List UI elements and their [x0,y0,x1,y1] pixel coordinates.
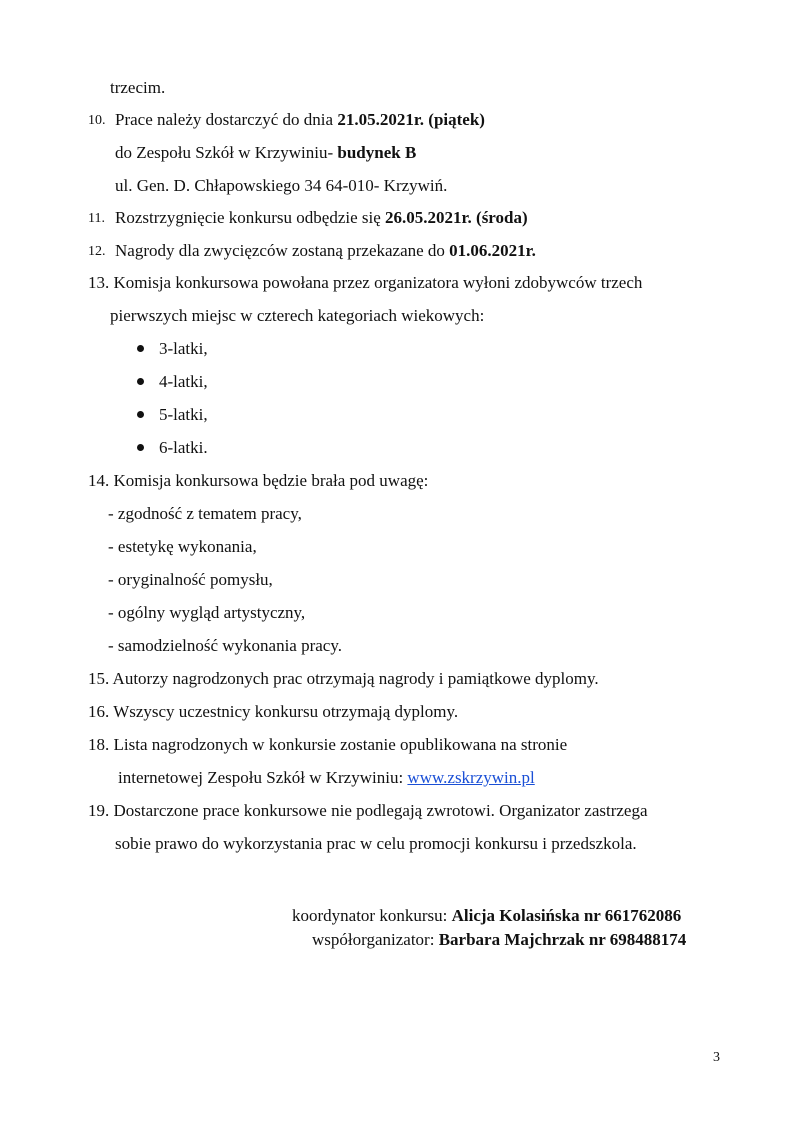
item-10-line-1 [115,110,485,130]
item-18-line-2 [118,768,535,788]
item-16-line: 16. Wszyscy uczestnicy konkursu otrzymają dyplomy. [88,702,459,721]
item-10-deadline: 21.05.2021r. (piątek) [337,110,485,129]
item-10-text: Prace należy dostarczyć do dnia [115,110,338,129]
continuation-text: trzecim. [110,78,166,97]
item-10-number: 10. [88,113,106,128]
item-10-building: budynek B [337,143,417,162]
page-number: 3 [713,1050,720,1065]
criteria-item: - oryginalność pomysłu, [108,570,273,589]
item-18-text: internetowej Zespołu Szkół w Krzywiniu: [118,768,408,787]
item-11-date: 26.05.2021r. (środa) [385,208,528,227]
item-11-line [115,208,528,228]
criteria-item: - samodzielność wykonania pracy. [108,636,342,655]
criteria-item: - zgodność z tematem pracy, [108,504,302,523]
item-13-line-2: pierwszych miejsc w czterech kategoriach wiekowych: [110,306,485,325]
item-14-line-1: 14. Komisja konkursowa będzie brała pod uwagę: [88,471,429,490]
item-18-line-1: 18. Lista nagrodzonych w konkursie zostanie opublikowana na stronie [88,735,568,754]
item-12-date: 01.06.2021r. [449,241,536,260]
criteria-item: - ogólny wygląd artystyczny, [108,603,306,622]
coordinator-name: Alicja Kolasińska nr 661762086 [451,906,682,925]
item-10-line-2 [115,143,416,163]
coordinator-label: koordynator konkursu: [292,906,452,925]
item-12-text: Nagrody dla zwycięzców zostaną przekazane do [115,241,450,260]
coorganizer-name: Barbara Majchrzak nr 698488174 [438,930,687,949]
item-19-line-2: sobie prawo do wykorzystania prac w celu promocji konkursu i przedszkola. [115,834,637,853]
item-19-line-1: 19. Dostarczone prace konkursowe nie podlegają zwrotowi. Organizator zastrzega [88,801,648,820]
item-13-line-1: 13. Komisja konkursowa powołana przez organizatora wyłoni zdobywców trzech [88,273,643,292]
coorganizer-label: współorganizator: [312,930,439,949]
item-11-text: Rozstrzygnięcie konkursu odbędzie się [115,208,386,227]
item-10-address: ul. Gen. D. Chłapowskiego 34 64-010- Krzywiń. [115,176,448,195]
bullet-dot [137,378,144,385]
school-website-link[interactable]: www.zskrzywin.pl [407,768,535,787]
item-12-line [115,241,536,261]
bullet-dot [137,444,144,451]
item-15-line: 15. Autorzy nagrodzonych prac otrzymają nagrody i pamiątkowe dyplomy. [88,669,599,688]
criteria-item: - estetykę wykonania, [108,537,257,556]
bullet-dot [137,345,144,352]
coordinator-line [292,906,681,926]
category-item: 5-latki, [159,405,208,424]
item-12-number: 12. [88,244,106,259]
item-11-number: 11. [88,211,105,226]
bullet-dot [137,411,144,418]
category-item: 6-latki. [159,438,208,457]
coorganizer-line [312,930,686,950]
category-item: 4-latki, [159,372,208,391]
category-item: 3-latki, [159,339,208,358]
item-10-place-text: do Zespołu Szkół w Krzywiniu- [115,143,338,162]
